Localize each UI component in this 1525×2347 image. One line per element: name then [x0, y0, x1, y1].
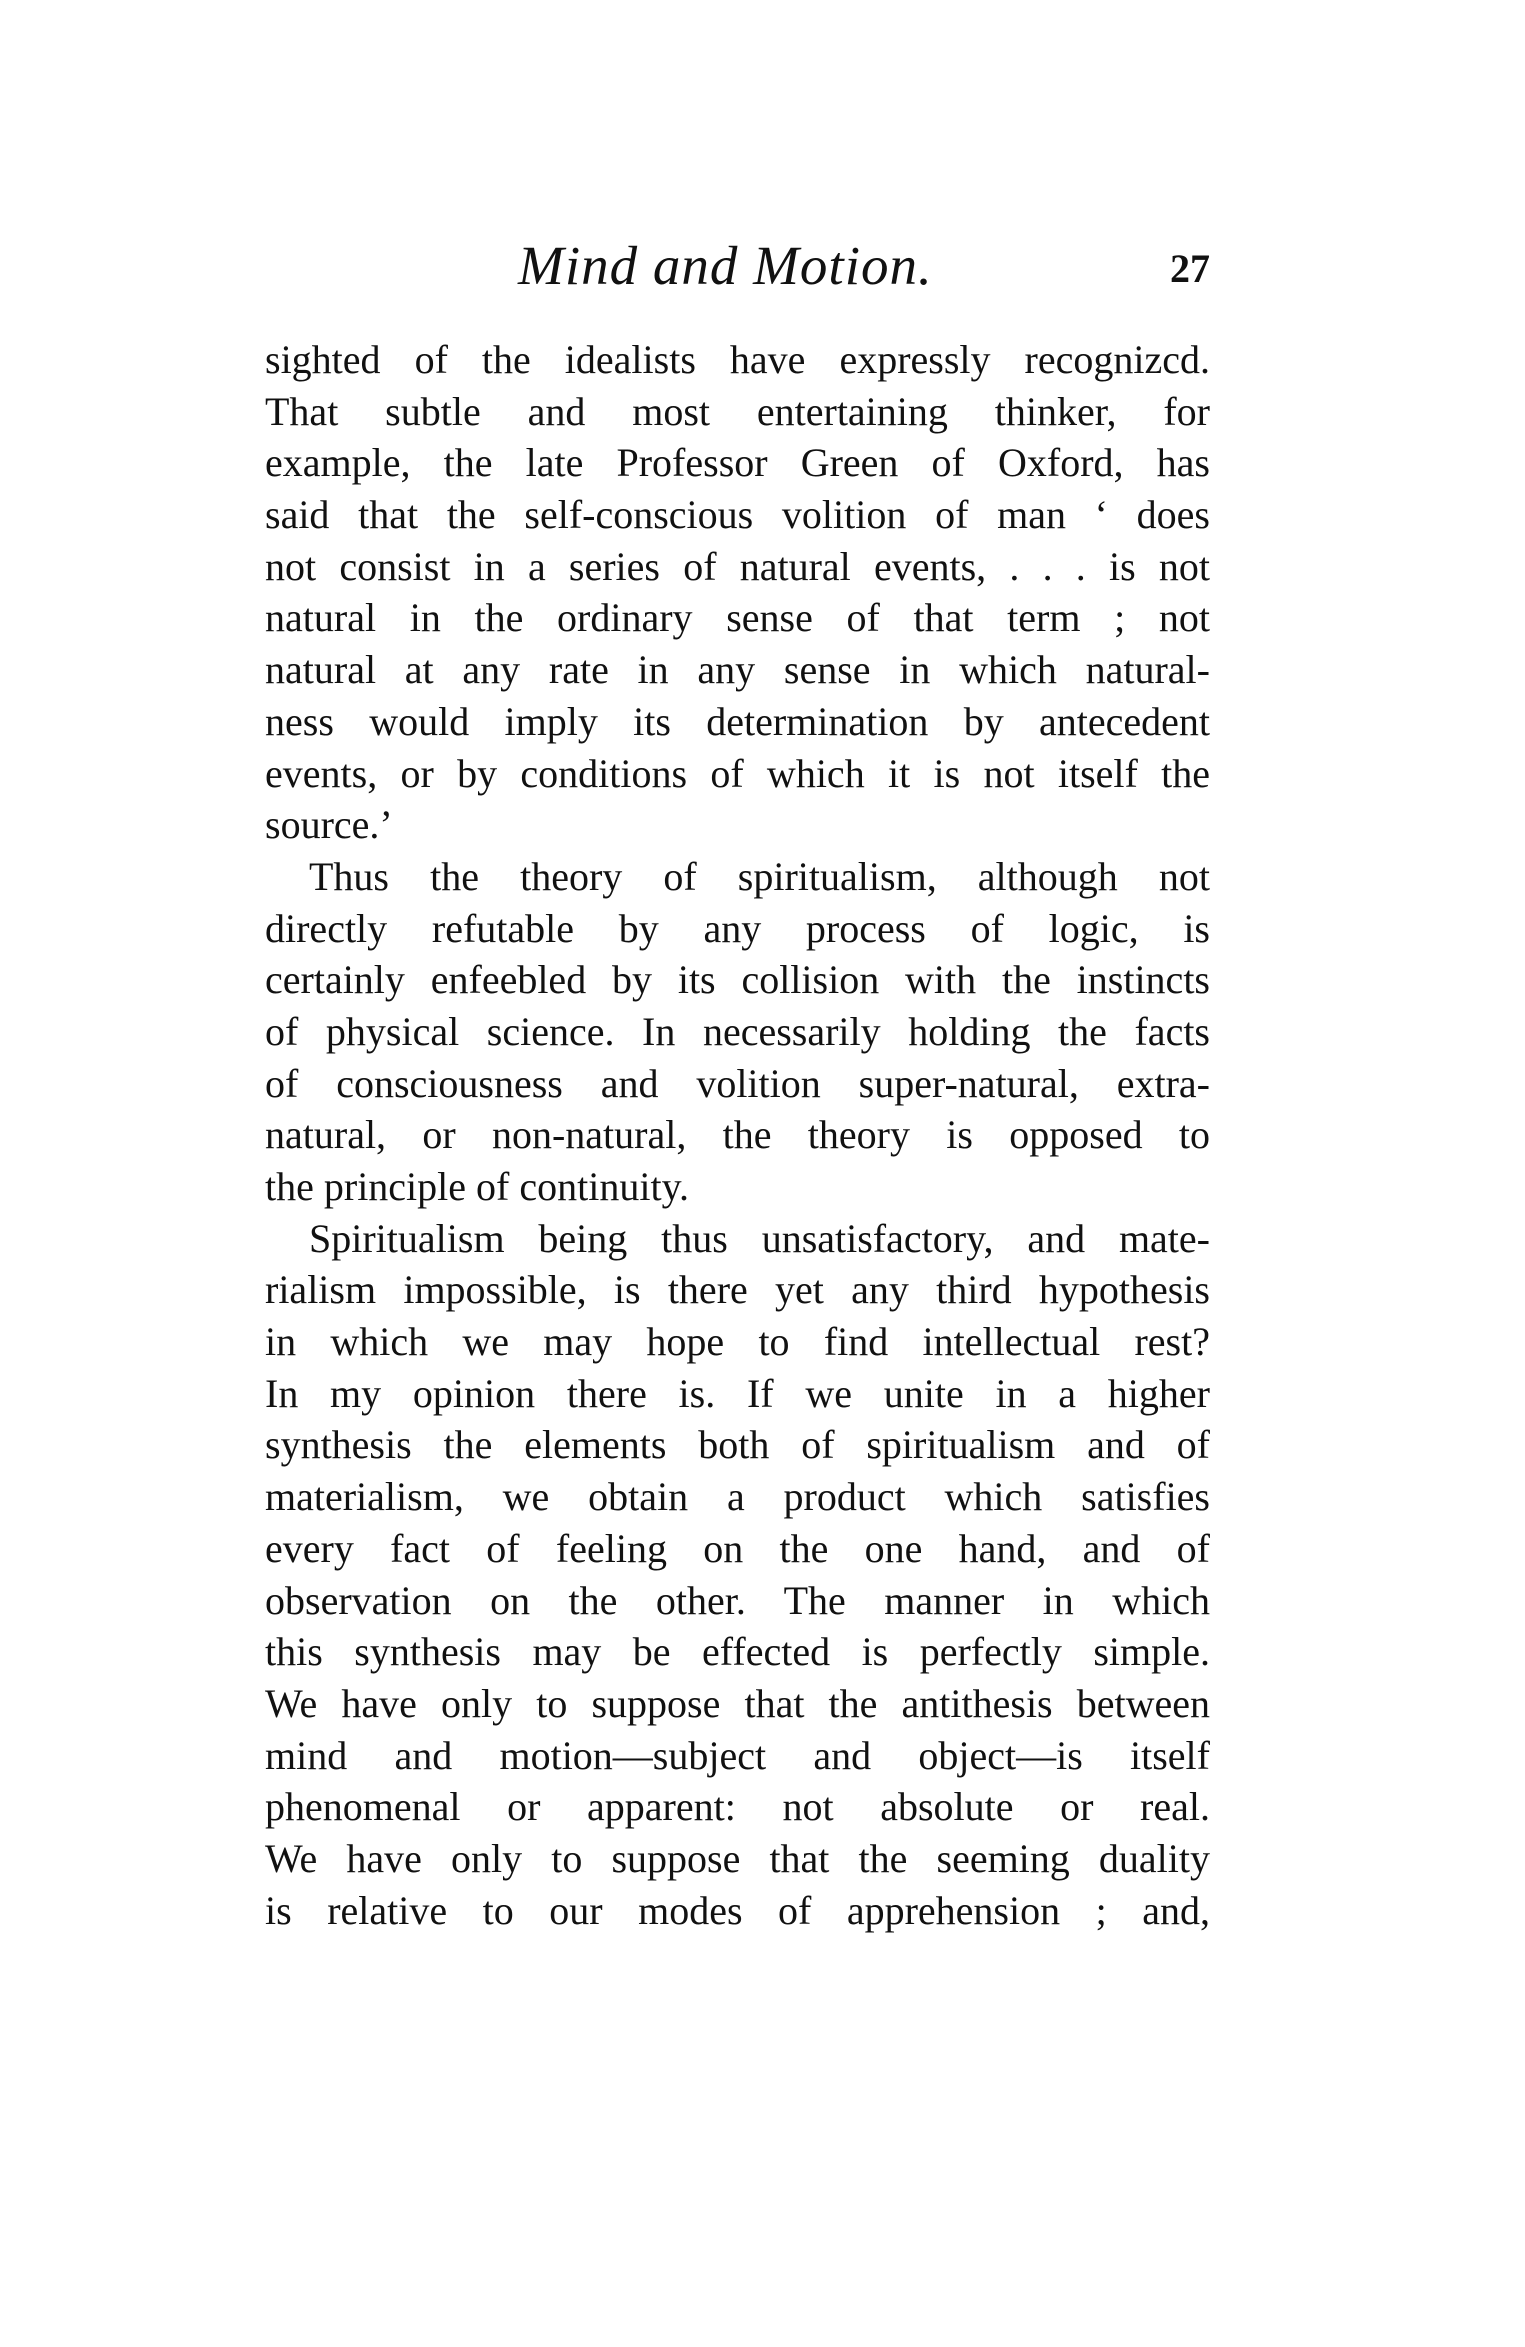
text-line: said that the self-conscious volition of man ‘ does: [265, 492, 1210, 538]
paragraph-1: [265, 334, 1210, 851]
body-text: [265, 334, 1210, 1936]
text-line: observation on the other. The manner in which: [265, 1577, 1210, 1623]
text-line: natural in the ordinary sense of that term ; not: [265, 595, 1210, 641]
text-line: In my opinion there is. If we unite in a higher: [265, 1370, 1210, 1416]
text-line: of consciousness and volition super-natural, extra-: [265, 1060, 1210, 1106]
text-line: in which we may hope to find intellectual rest?: [265, 1319, 1210, 1365]
running-title: Mind and Motion.: [518, 235, 933, 296]
paragraph-2: [265, 851, 1210, 1213]
text-line: That subtle and most entertaining thinker, for: [265, 388, 1210, 434]
text-line: natural, or non-natural, the theory is opposed to: [265, 1112, 1210, 1158]
text-line: phenomenal or apparent: not absolute or real.: [265, 1784, 1210, 1830]
text-line: materialism, we obtain a product which satisfies: [265, 1474, 1210, 1520]
text-line: certainly enfeebled by its collision with the instincts: [265, 957, 1210, 1003]
running-head: [265, 236, 1210, 296]
paragraph-3: [265, 1213, 1210, 1937]
text-line: this synthesis may be effected is perfectly simple.: [265, 1629, 1210, 1675]
text-line: the principle of continuity.: [265, 1164, 689, 1209]
text-line: Thus the theory of spiritualism, although not: [309, 853, 1210, 899]
text-line: We have only to suppose that the seeming duality: [265, 1835, 1210, 1881]
text-line: mind and motion—subject and object—is itself: [265, 1732, 1210, 1778]
text-line: sighted of the idealists have expressly recognizcd.: [265, 337, 1210, 382]
text-line: rialism impossible, is there yet any third hypothesis: [265, 1267, 1210, 1313]
text-line: directly refutable by any process of logic, is: [265, 905, 1210, 951]
text-line: ness would imply its determination by antecedent: [265, 698, 1210, 744]
text-line: natural at any rate in any sense in which natural-: [265, 647, 1210, 693]
text-line: We have only to suppose that the antithesis between: [265, 1680, 1210, 1726]
text-line: every fact of feeling on the one hand, and of: [265, 1525, 1210, 1571]
text-line: of physical science. In necessarily holding the facts: [265, 1008, 1210, 1054]
page-number: 27: [1170, 246, 1210, 291]
text-line: synthesis the elements both of spiritualism and of: [265, 1422, 1210, 1468]
text-line: Spiritualism being thus unsatisfactory, and mate-: [309, 1215, 1210, 1261]
text-line: events, or by conditions of which it is not itself the: [265, 750, 1210, 796]
text-line: example, the late Professor Green of Oxford, has: [265, 440, 1210, 486]
text-line: source.’: [265, 802, 393, 848]
text-line: not consist in a series of natural events, . . . is not: [265, 543, 1210, 589]
text-line: is relative to our modes of apprehension ; and,: [265, 1887, 1210, 1933]
